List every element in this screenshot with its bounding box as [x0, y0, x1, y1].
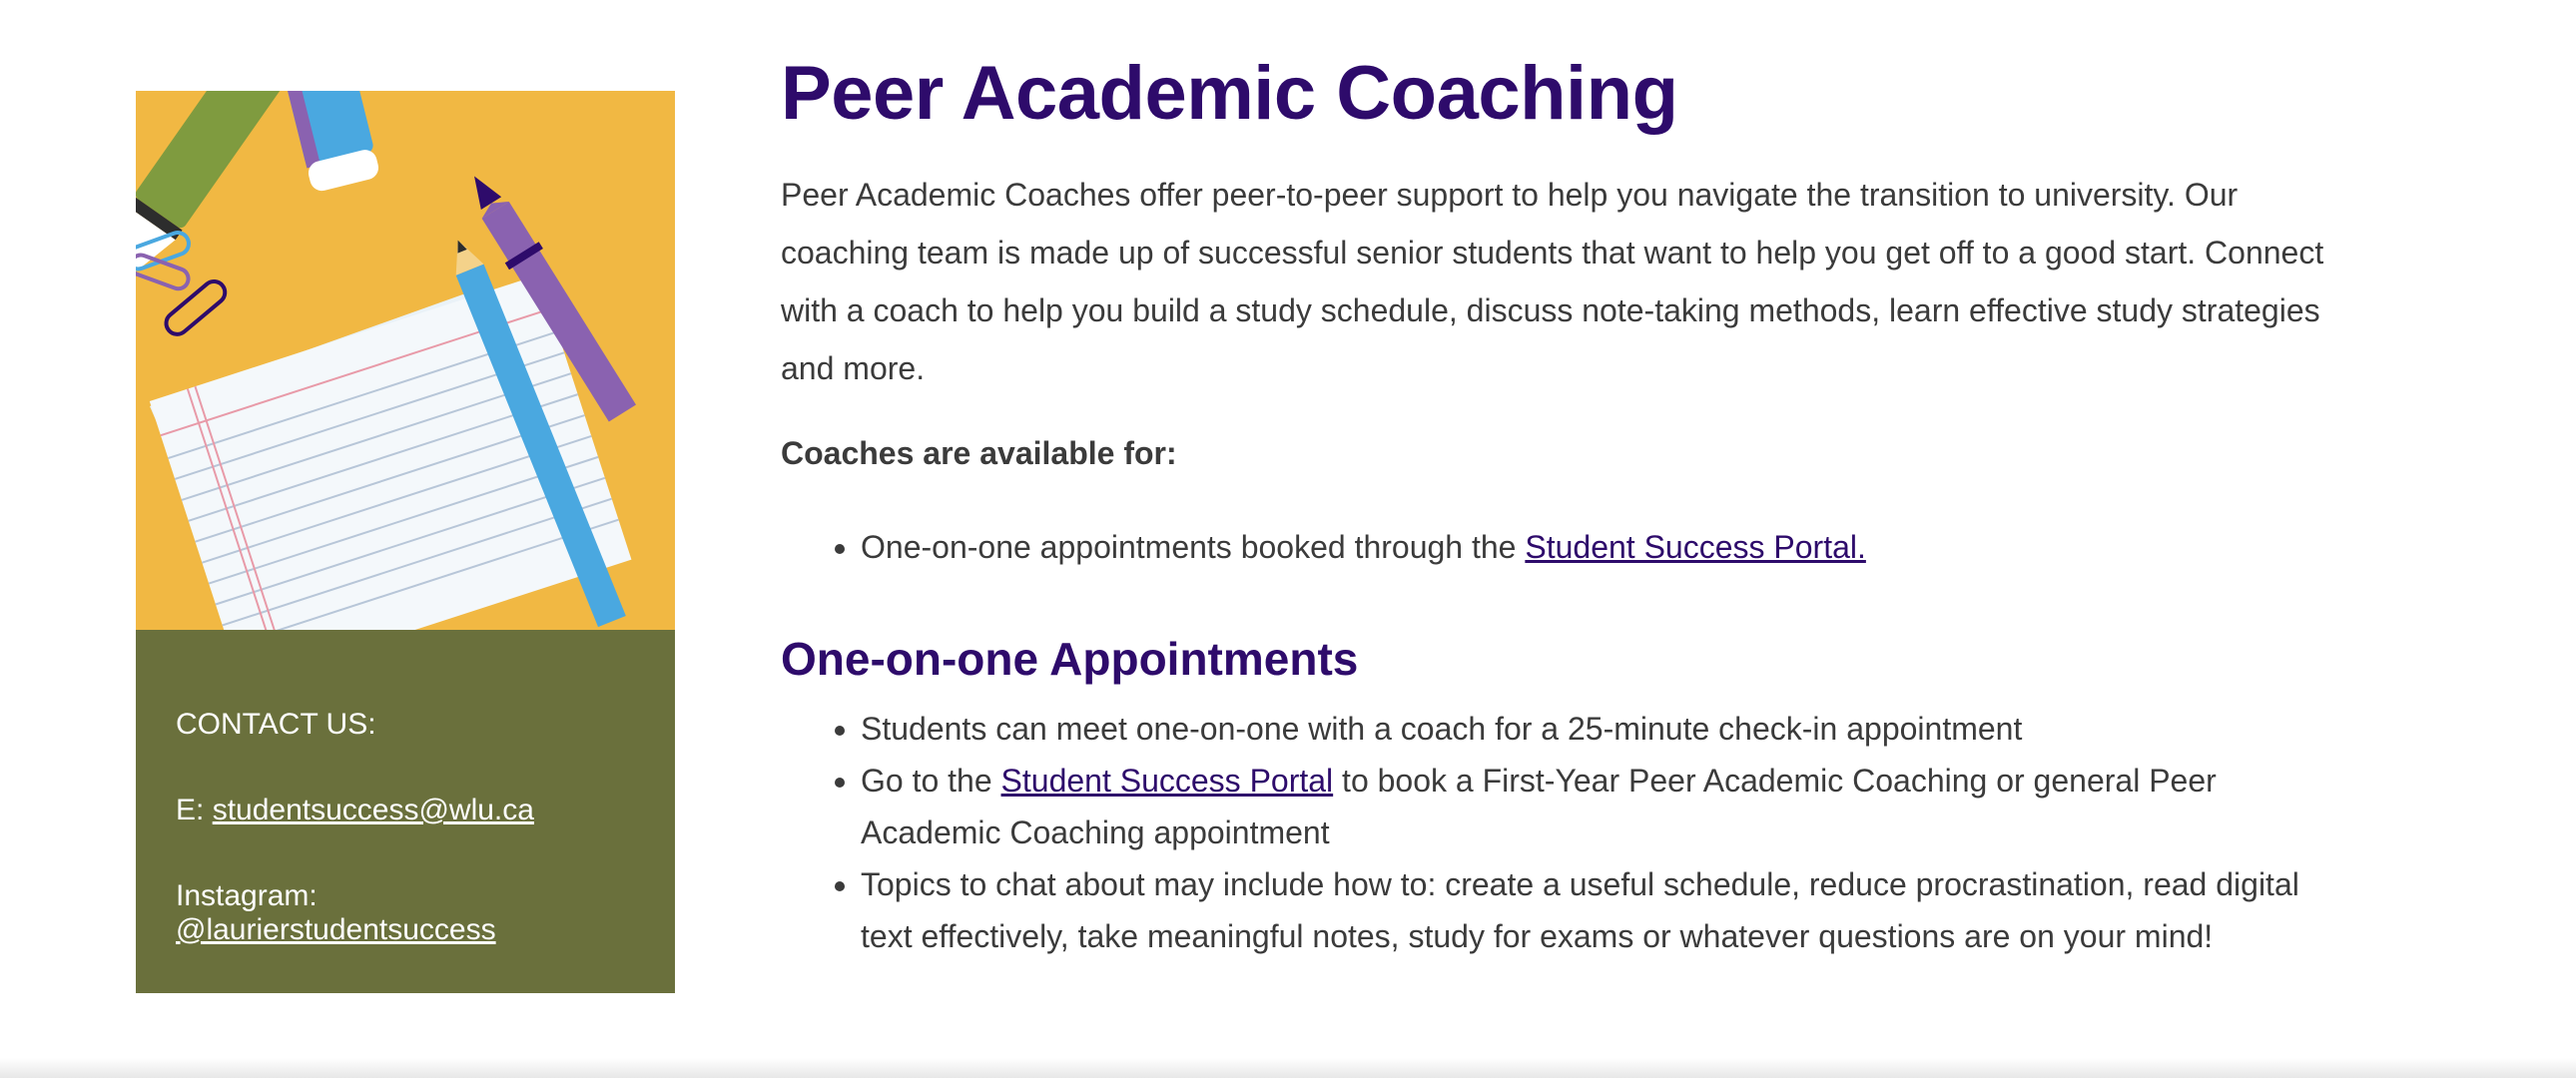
available-list — [781, 525, 2358, 569]
contact-heading: CONTACT US: — [176, 708, 376, 741]
contact-instagram-line — [176, 879, 635, 947]
contact-panel — [136, 630, 675, 993]
list-item — [861, 755, 2358, 858]
appointments-heading: One-on-one Appointments — [781, 633, 1359, 685]
list-item-text: Go to the — [861, 763, 1001, 799]
instagram-prefix: Instagram: — [176, 879, 318, 912]
list-item — [861, 525, 2358, 569]
student-success-portal-link[interactable]: Student Success Portal. — [1525, 529, 1866, 565]
main-content — [781, 40, 2358, 962]
study-supplies-illustration — [136, 91, 675, 630]
appointments-list — [781, 703, 2358, 962]
list-item: • Topics to chat about may include how to: create a useful schedule, reduce procrastination, read digital text effectively, take meaningful notes, study for exams or whatever questions are on your mind! — [861, 858, 2358, 962]
student-success-portal-link[interactable]: Student Success Portal — [1000, 763, 1334, 799]
list-item: • Students can meet one-on-one with a coach for a 25-minute check-in appointment — [861, 703, 2358, 755]
email-prefix: E: — [176, 794, 213, 826]
list-item-text: to book a First-Year Peer Academic Coaching or general Peer Academic Coaching appointment — [861, 763, 2217, 850]
page-title: Peer Academic Coaching — [781, 51, 1678, 136]
intro-paragraph: Peer Academic Coaches offer peer-to-peer support to help you navigate the transition to university. Our coaching team is made up of successful senior students that want to help you get off to a good start. Connect with a coach to help you build a study schedule, discuss note-taking methods, learn effective study strategies and more. — [781, 177, 2324, 386]
instagram-link[interactable]: @laurierstudentsuccess — [176, 913, 496, 946]
bottom-fade — [0, 1058, 2576, 1078]
email-link[interactable]: studentsuccess@wlu.ca — [212, 794, 534, 826]
available-heading: Coaches are available for: — [781, 435, 1177, 471]
contact-email-line — [176, 794, 635, 827]
list-item-text: One-on-one appointments booked through the — [861, 529, 1526, 565]
sidebar — [136, 91, 675, 993]
